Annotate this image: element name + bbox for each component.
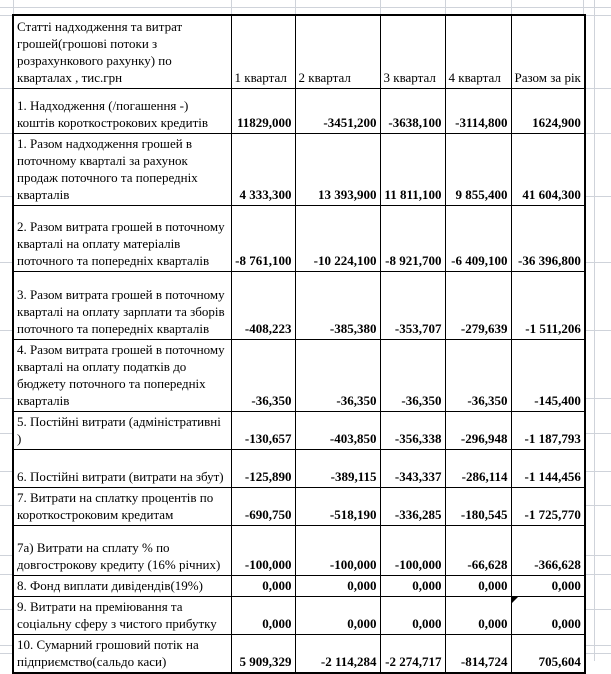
table-row: [13, 339, 585, 411]
value-cell[interactable]: 1624,900: [511, 88, 585, 133]
cell-corner-marker-icon: [512, 597, 518, 603]
value-cell[interactable]: 11 811,100: [380, 133, 445, 205]
value-cell[interactable]: -6 409,100: [445, 205, 511, 271]
row-label-cell[interactable]: 7а) Витрати на сплату % по довгострокову кредиту (16% річних): [13, 525, 231, 575]
value-cell[interactable]: -296,948: [445, 411, 511, 449]
value-cell[interactable]: 0,000: [295, 596, 380, 634]
value-cell[interactable]: -66,628: [445, 525, 511, 575]
value-cell[interactable]: 0,000: [445, 575, 511, 596]
value-cell[interactable]: -145,400: [511, 339, 585, 411]
value-cell[interactable]: 0,000: [380, 596, 445, 634]
value-cell[interactable]: -36,350: [231, 339, 295, 411]
row-label-cell[interactable]: 2. Разом витрата грошей в поточному кварталі на оплату матеріалів поточного та попередніх кварталів: [13, 205, 231, 271]
row-label-cell[interactable]: 1. Надходження (/погашення -) коштів короткострокових кредитів: [13, 88, 231, 133]
value-cell[interactable]: -286,114: [445, 449, 511, 487]
value-cell[interactable]: -125,890: [231, 449, 295, 487]
value-cell[interactable]: -180,545: [445, 487, 511, 525]
value-cell[interactable]: -1 511,206: [511, 271, 585, 339]
table-row: [13, 575, 585, 596]
value-cell[interactable]: -518,190: [295, 487, 380, 525]
value-cell[interactable]: -36,350: [445, 339, 511, 411]
value-cell[interactable]: -36 396,800: [511, 205, 585, 271]
value-cell[interactable]: 705,604: [511, 634, 585, 673]
value-cell[interactable]: -2 114,284: [295, 634, 380, 673]
value-cell[interactable]: -100,000: [380, 525, 445, 575]
value-cell[interactable]: 0,000: [380, 575, 445, 596]
row-label-cell[interactable]: 8. Фонд виплати дивідендів(19%): [13, 575, 231, 596]
row-label-cell[interactable]: 9. Витрати на преміювання та соціальну сферу з чистого прибутку: [13, 596, 231, 634]
value-cell[interactable]: -356,338: [380, 411, 445, 449]
gridline: [0, 7, 611, 8]
table-row: [13, 487, 585, 525]
row-label-cell[interactable]: 3. Разом витрата грошей в поточному кварталі на оплату зарплати та зборів поточного та попередніх кварталів: [13, 271, 231, 339]
table-row: [13, 634, 585, 673]
value-cell[interactable]: -3114,800: [445, 88, 511, 133]
value-cell[interactable]: 11829,000: [231, 88, 295, 133]
value-cell[interactable]: -343,337: [380, 449, 445, 487]
table-row: [13, 271, 585, 339]
table-row: [13, 205, 585, 271]
table-header-row: [13, 15, 585, 88]
value-cell[interactable]: -1 144,456: [511, 449, 585, 487]
value-cell[interactable]: 5 909,329: [231, 634, 295, 673]
table-row: [13, 596, 585, 634]
value-cell[interactable]: 41 604,300: [511, 133, 585, 205]
value-cell[interactable]: -8 921,700: [380, 205, 445, 271]
table-row: [13, 525, 585, 575]
value-cell[interactable]: 0,000: [511, 575, 585, 596]
value-cell[interactable]: -690,750: [231, 487, 295, 525]
value-cell[interactable]: 0,000: [295, 575, 380, 596]
value-cell[interactable]: -385,380: [295, 271, 380, 339]
value-cell[interactable]: 9 855,400: [445, 133, 511, 205]
value-cell[interactable]: 13 393,900: [295, 133, 380, 205]
table-row: [13, 133, 585, 205]
table-title-cell[interactable]: Статті надходження та витрат грошей(грошові потоки з розрахункового рахунку) по кварталах , тис.грн: [13, 15, 231, 88]
row-label-cell[interactable]: 10. Сумарний грошовий потік на підприємство(сальдо каси): [13, 634, 231, 673]
row-label-cell[interactable]: 5. Постійні витрати (адміністративні ): [13, 411, 231, 449]
value-cell[interactable]: -336,285: [380, 487, 445, 525]
value-cell[interactable]: -2 274,717: [380, 634, 445, 673]
value-cell[interactable]: -403,850: [295, 411, 380, 449]
value-cell[interactable]: -36,350: [295, 339, 380, 411]
value-cell[interactable]: -366,628: [511, 525, 585, 575]
row-label-cell[interactable]: 6. Постійні витрати (витрати на збут): [13, 449, 231, 487]
value-cell[interactable]: 0,000: [511, 596, 585, 634]
value-cell[interactable]: -130,657: [231, 411, 295, 449]
value-cell[interactable]: -389,115: [295, 449, 380, 487]
column-header-cell-q4[interactable]: 4 квартал: [445, 15, 511, 88]
column-header-cell-q1[interactable]: 1 квартал: [231, 15, 295, 88]
value-cell[interactable]: -1 725,770: [511, 487, 585, 525]
row-label-cell[interactable]: 7. Витрати на сплатку процентів по короткостроковим кредитам: [13, 487, 231, 525]
value-cell[interactable]: -100,000: [231, 525, 295, 575]
value-cell[interactable]: -36,350: [380, 339, 445, 411]
table-row: [13, 411, 585, 449]
value-cell[interactable]: -8 761,100: [231, 205, 295, 271]
column-header-cell-year-total[interactable]: Разом за рік: [511, 15, 585, 88]
row-label-cell[interactable]: 1. Разом надходження грошей в поточному кварталі за рахунок продаж поточного та попередніх кварталів: [13, 133, 231, 205]
value-cell[interactable]: 0,000: [231, 575, 295, 596]
value-cell[interactable]: -279,639: [445, 271, 511, 339]
value-cell[interactable]: -353,707: [380, 271, 445, 339]
value-cell[interactable]: -814,724: [445, 634, 511, 673]
value-cell[interactable]: -1 187,793: [511, 411, 585, 449]
value-cell[interactable]: 0,000: [231, 596, 295, 634]
value-cell[interactable]: -10 224,100: [295, 205, 380, 271]
value-cell[interactable]: 0,000: [445, 596, 511, 634]
table-row: [13, 88, 585, 133]
value-cell[interactable]: -3638,100: [380, 88, 445, 133]
table-row: [13, 449, 585, 487]
value-cell[interactable]: -100,000: [295, 525, 380, 575]
column-header-cell-q3[interactable]: 3 квартал: [380, 15, 445, 88]
value-cell[interactable]: -3451,200: [295, 88, 380, 133]
value-cell[interactable]: -408,223: [231, 271, 295, 339]
value-cell[interactable]: 4 333,300: [231, 133, 295, 205]
row-label-cell[interactable]: 4. Разом витрата грошей в поточному кварталі на оплату податків до бюджету поточного та попередніх кварталів: [13, 339, 231, 411]
column-header-cell-q2[interactable]: 2 квартал: [295, 15, 380, 88]
cash-flow-table: [12, 14, 586, 674]
